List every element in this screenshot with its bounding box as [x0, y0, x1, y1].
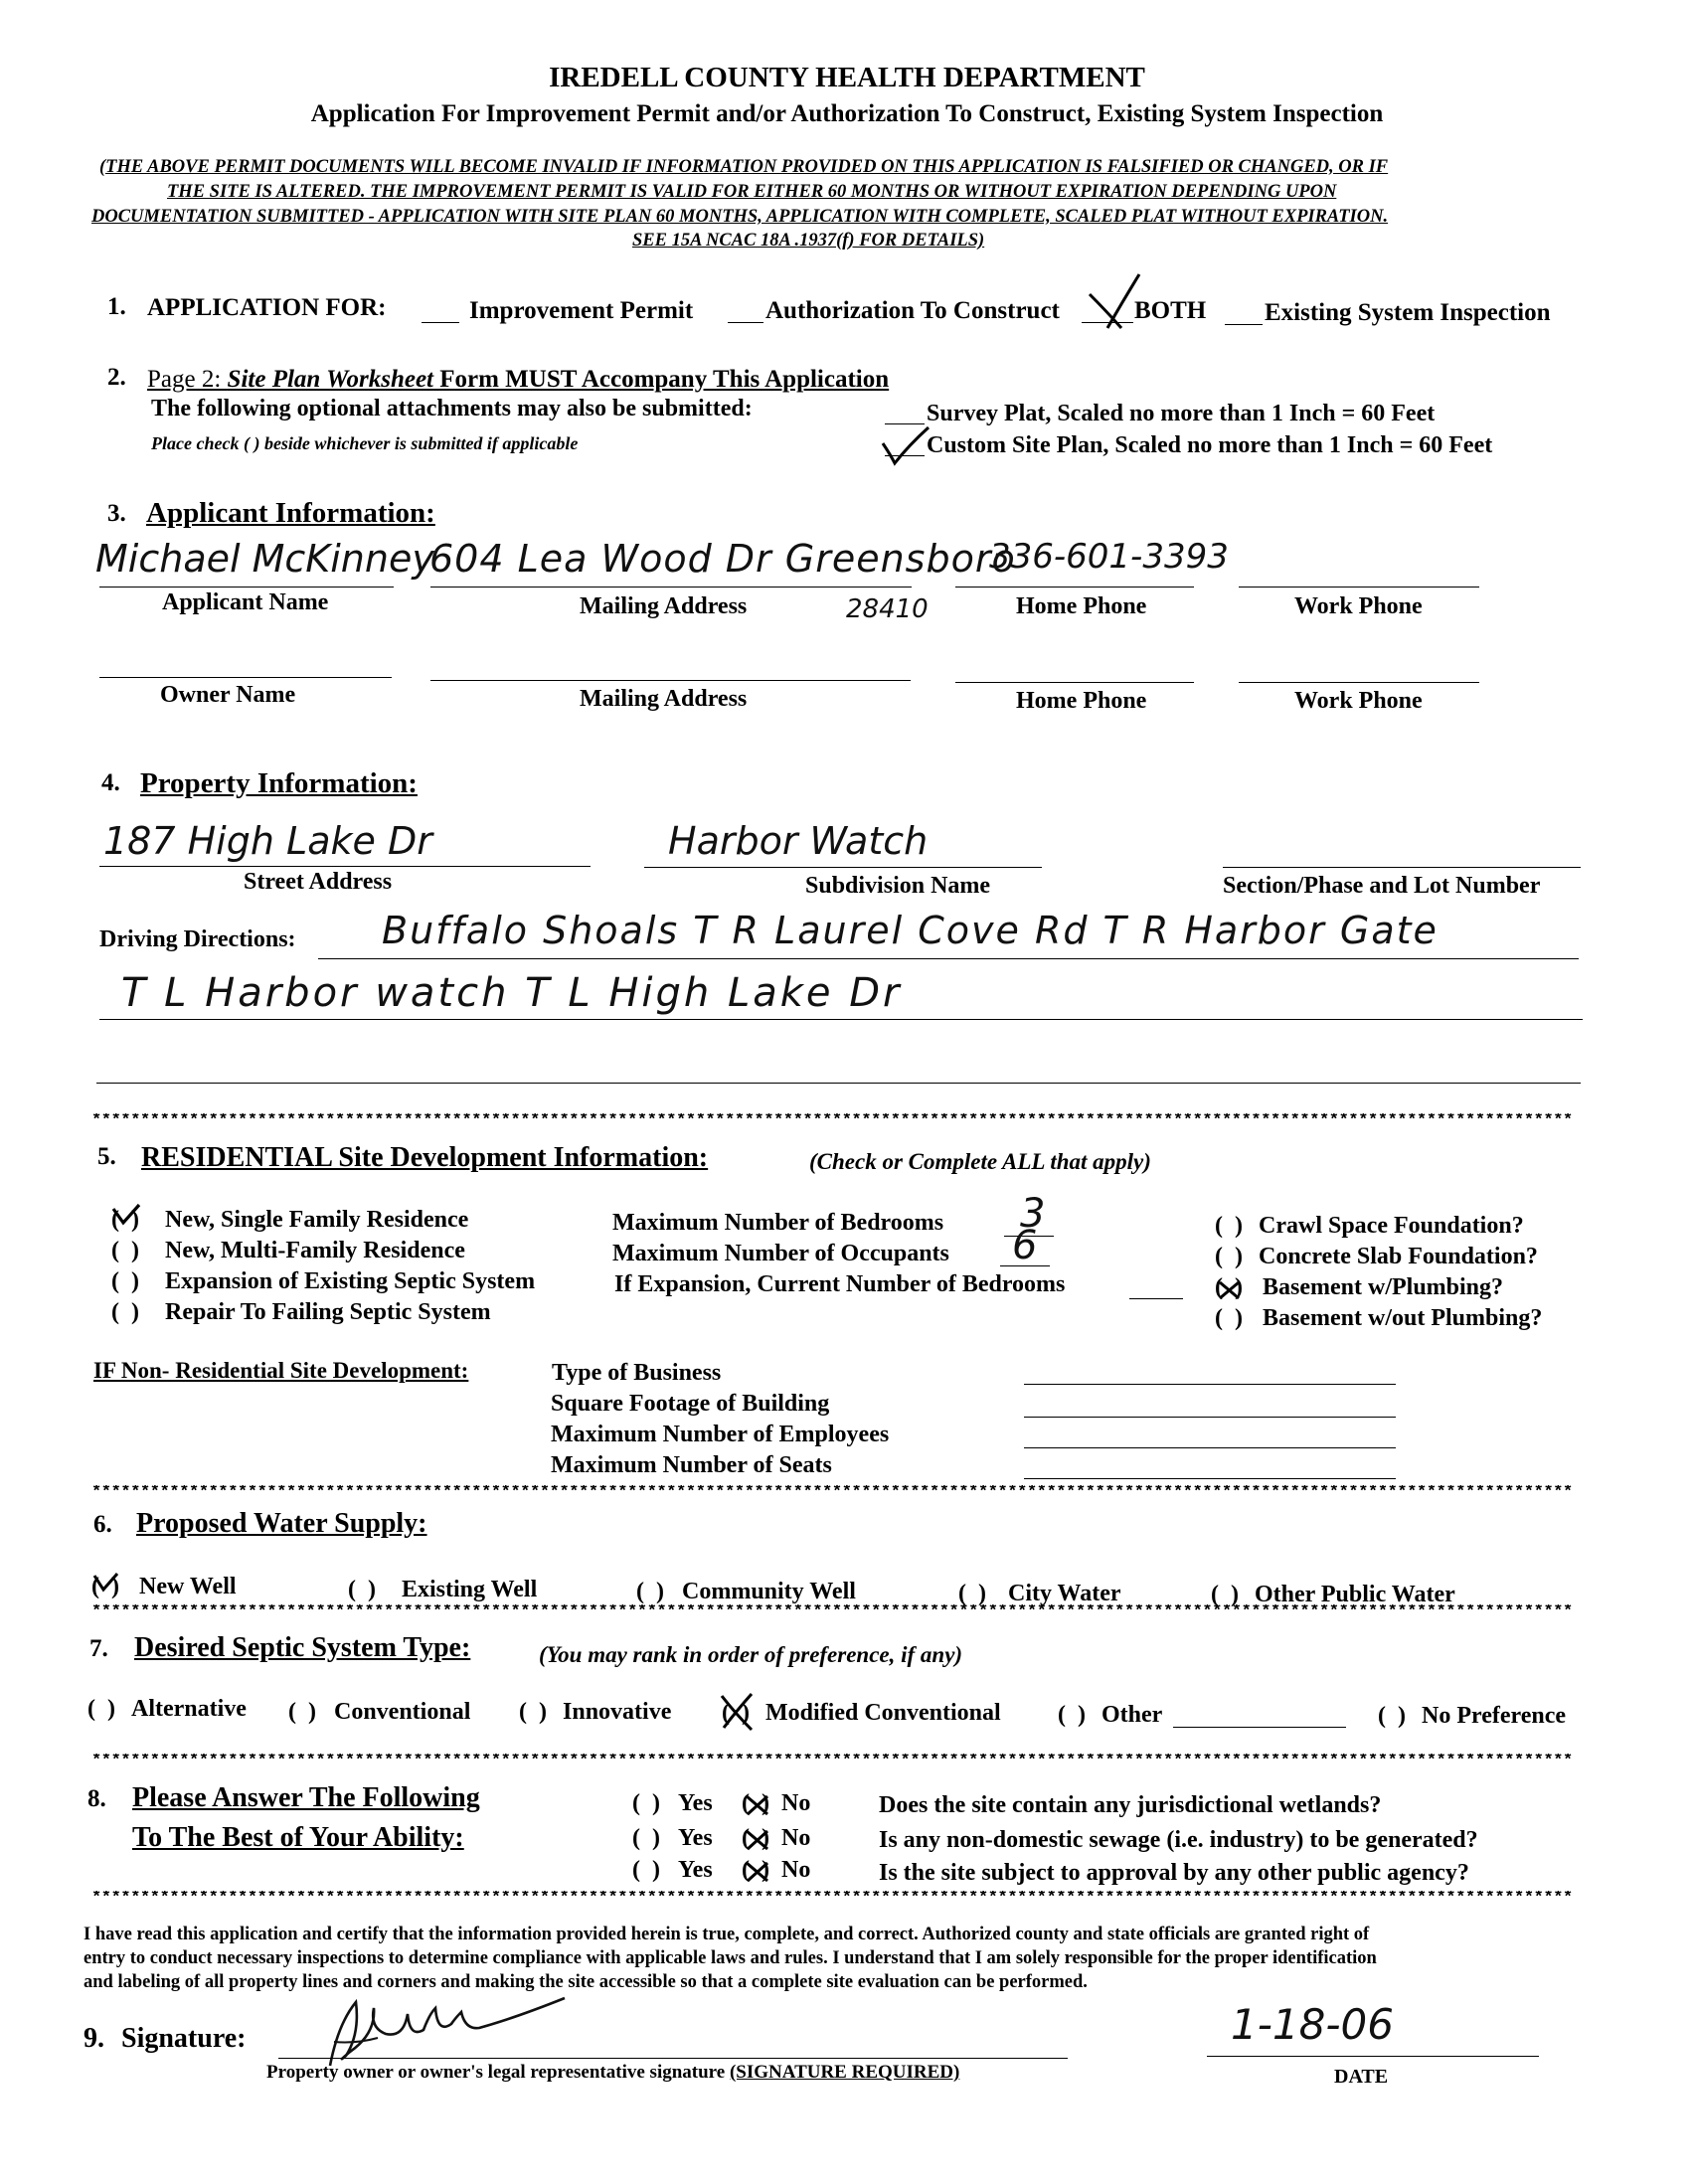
wetlands-yes-checkbox[interactable]: ( ) — [632, 1790, 660, 1816]
single-family-checkbox[interactable]: ( ) — [111, 1207, 139, 1233]
improvement-permit-checkbox[interactable] — [422, 322, 459, 323]
sewage-no-label: No — [781, 1825, 811, 1851]
home-phone-line — [955, 587, 1194, 588]
type-of-business-label: Type of Business — [552, 1360, 722, 1386]
sewage-yes-label: Yes — [678, 1825, 713, 1851]
max-bedrooms-value[interactable]: 3 — [1020, 1191, 1046, 1237]
section-divider: ******************************************************************************************************************************************************** — [91, 1485, 1573, 1501]
home-phone-label: Home Phone — [1016, 593, 1147, 619]
max-occupants-line — [1000, 1265, 1050, 1266]
wetlands-no-x-mark-icon — [744, 1793, 771, 1817]
signature-caption-text: Property owner or owner's legal representative signature — [266, 2062, 730, 2083]
subdivision-line — [644, 867, 1042, 868]
other-septic-checkbox[interactable]: ( ) — [1058, 1702, 1086, 1728]
repair-checkbox[interactable]: ( ) — [111, 1299, 139, 1325]
owner-home-phone-label: Home Phone — [1016, 688, 1147, 714]
septic-type-heading: Desired Septic System Type: — [134, 1632, 471, 1663]
subdivision-value[interactable]: Harbor Watch — [668, 819, 929, 863]
no-preference-checkbox[interactable]: ( ) — [1378, 1703, 1406, 1729]
other-septic-line[interactable] — [1173, 1727, 1346, 1728]
section-divider: ******************************************************************************************************************************************************** — [91, 1113, 1573, 1129]
septic-type-hint: (You may rank in order of preference, if any) — [539, 1642, 963, 1667]
street-address-line — [99, 866, 591, 867]
max-seats-line[interactable] — [1024, 1478, 1396, 1479]
applicant-information-heading: Applicant Information: — [146, 497, 435, 529]
current-bedrooms-label: If Expansion, Current Number of Bedrooms — [614, 1271, 1066, 1297]
site-plan-suffix: Form MUST Accompany This Application — [432, 366, 890, 393]
notice-line: (THE ABOVE PERMIT DOCUMENTS WILL BECOME INVALID IF INFORMATION PROVIDED ON THIS APPLICATION IS FALSIFIED OR CHANGED, OR IF — [99, 157, 1389, 177]
optional-attachments-text: The following optional attachments may also be submitted: — [151, 396, 753, 421]
improvement-permit-option: Improvement Permit — [469, 297, 694, 324]
notice-line: SEE 15A NCAC 18A .1937(f) FOR DETAILS) — [632, 231, 985, 251]
agency-yes-checkbox[interactable]: ( ) — [632, 1857, 660, 1883]
new-well-option: New Well — [139, 1574, 237, 1599]
signature-line — [278, 2058, 1068, 2059]
site-plan-prefix: Page 2: — [147, 366, 228, 393]
square-footage-label: Square Footage of Building — [551, 1391, 830, 1417]
max-employees-label: Maximum Number of Employees — [551, 1422, 890, 1447]
new-well-checkbox[interactable]: ( ) — [91, 1574, 119, 1599]
max-seats-label: Maximum Number of Seats — [551, 1452, 832, 1478]
basement-plumbing-x-mark-icon — [1217, 1279, 1243, 1301]
basement-plumbing-checkbox[interactable]: ( ) — [1215, 1274, 1243, 1300]
modified-conventional-x-mark-icon — [718, 1690, 758, 1732]
directions-line-2 — [99, 1019, 1583, 1020]
wetlands-question: Does the site contain any jurisdictional wetlands? — [879, 1792, 1382, 1818]
agency-no-checkbox[interactable]: ( ) — [742, 1857, 769, 1883]
innovative-checkbox[interactable]: ( ) — [519, 1699, 547, 1725]
signature-required-text: (SIGNATURE REQUIRED) — [729, 2062, 960, 2083]
multi-family-checkbox[interactable]: ( ) — [111, 1238, 139, 1263]
custom-site-plan-option: Custom Site Plan, Scaled no more than 1 Inch = 60 Feet — [927, 432, 1493, 458]
concrete-slab-option: Concrete Slab Foundation? — [1259, 1244, 1538, 1269]
section-divider: ******************************************************************************************************************************************************** — [91, 1891, 1573, 1907]
wetlands-no-checkbox[interactable]: ( ) — [742, 1790, 769, 1816]
single-family-option: New, Single Family Residence — [165, 1207, 469, 1233]
street-address-label: Street Address — [244, 869, 393, 895]
zip-code-value[interactable]: 28410 — [846, 594, 929, 624]
site-plan-requirement — [147, 366, 889, 394]
basement-plumbing-option: Basement w/Plumbing? — [1263, 1274, 1504, 1300]
current-bedrooms-line[interactable] — [1129, 1298, 1183, 1299]
city-water-checkbox[interactable]: ( ) — [958, 1581, 986, 1606]
section-lot-label: Section/Phase and Lot Number — [1223, 873, 1541, 899]
residential-heading: RESIDENTIAL Site Development Information: — [141, 1142, 709, 1173]
applicant-name-label: Applicant Name — [162, 589, 329, 615]
max-occupants-label: Maximum Number of Occupants — [612, 1241, 949, 1266]
application-for-label: APPLICATION FOR: — [147, 294, 387, 321]
community-well-checkbox[interactable]: ( ) — [636, 1579, 664, 1604]
driving-directions-label: Driving Directions: — [99, 926, 296, 952]
home-phone-value[interactable]: 336-601-3393 — [989, 537, 1229, 577]
certification-line: entry to conduct necessary inspections to determine compliance with applicable laws and rules. I understand that I am solely responsible for the proper identification — [84, 1948, 1377, 1968]
date-line — [1207, 2056, 1539, 2057]
wetlands-no-label: No — [781, 1790, 811, 1816]
max-employees-line[interactable] — [1024, 1447, 1396, 1448]
community-well-option: Community Well — [682, 1579, 856, 1604]
sewage-yes-checkbox[interactable]: ( ) — [632, 1825, 660, 1851]
signature-caption — [266, 2062, 959, 2084]
sewage-question: Is any non-domestic sewage (i.e. industry) to be generated? — [879, 1827, 1478, 1853]
section-1-number: 1. — [107, 293, 126, 320]
notice-line: DOCUMENTATION SUBMITTED - APPLICATION WITH SITE PLAN 60 MONTHS, APPLICATION WITH COMPLETE, SCALED PLAT WITHOUT EXPIRATION. — [91, 207, 1389, 227]
repair-option: Repair To Failing Septic System — [165, 1299, 491, 1325]
existing-well-option: Existing Well — [402, 1577, 538, 1602]
conventional-option: Conventional — [334, 1699, 471, 1725]
owner-work-phone-line[interactable] — [1239, 682, 1479, 683]
date-label: DATE — [1334, 2066, 1389, 2088]
innovative-option: Innovative — [563, 1699, 672, 1725]
sewage-no-checkbox[interactable]: ( ) — [742, 1825, 769, 1851]
work-phone-label: Work Phone — [1294, 593, 1423, 619]
alternative-checkbox[interactable]: ( ) — [87, 1696, 115, 1722]
property-information-heading: Property Information: — [140, 767, 418, 799]
multi-family-option: New, Multi-Family Residence — [165, 1238, 465, 1263]
other-public-water-option: Other Public Water — [1255, 1582, 1455, 1607]
max-bedrooms-label: Maximum Number of Bedrooms — [612, 1210, 944, 1236]
expansion-checkbox[interactable]: ( ) — [111, 1268, 139, 1294]
single-family-check-mark-icon — [109, 1203, 143, 1233]
owner-work-phone-label: Work Phone — [1294, 688, 1423, 714]
applicant-signature-icon[interactable] — [316, 1994, 575, 2072]
check-instruction: Place check ( ) beside whichever is submitted if applicable — [151, 433, 579, 453]
authorization-option: Authorization To Construct — [765, 297, 1060, 324]
section-5-number: 5. — [97, 1143, 116, 1170]
square-footage-line[interactable] — [1024, 1417, 1396, 1418]
answer-heading-line-2: To The Best of Your Ability: — [132, 1822, 464, 1853]
existing-system-checkbox[interactable] — [1225, 324, 1263, 325]
modified-conventional-option: Modified Conventional — [765, 1700, 1001, 1726]
custom-site-plan-check-mark-icon — [879, 425, 932, 467]
agency-no-label: No — [781, 1857, 811, 1883]
section-lot-line[interactable] — [1223, 867, 1581, 868]
directions-line-3[interactable] — [96, 1083, 1581, 1084]
certification-line: I have read this application and certify that the information provided herein is true, complete, and correct. Authorized county and state officials are granted right of — [84, 1925, 1370, 1944]
notice-line: THE SITE IS ALTERED. THE IMPROVEMENT PERMIT IS VALID FOR EITHER 60 MONTHS OR WITHOUT EXPIRATION DEPENDING UPON — [167, 182, 1337, 202]
agency-no-x-mark-icon — [744, 1860, 771, 1884]
owner-home-phone-line[interactable] — [955, 682, 1194, 683]
crawl-space-checkbox[interactable]: ( ) — [1215, 1213, 1243, 1239]
max-occupants-value[interactable]: 6 — [1012, 1223, 1038, 1268]
form-title: IREDELL COUNTY HEALTH DEPARTMENT — [549, 62, 1145, 93]
expansion-option: Expansion of Existing Septic System — [165, 1268, 536, 1294]
subdivision-label: Subdivision Name — [805, 873, 991, 899]
residential-hint: (Check or Complete ALL that apply) — [809, 1149, 1151, 1174]
section-4-number: 4. — [101, 769, 120, 796]
owner-mailing-address-label: Mailing Address — [580, 686, 748, 712]
directions-line-1 — [318, 958, 1579, 959]
owner-name-line[interactable] — [99, 677, 392, 678]
basement-no-plumbing-checkbox[interactable]: ( ) — [1215, 1305, 1243, 1331]
non-residential-label: IF Non- Residential Site Development: — [93, 1358, 469, 1383]
alternative-option: Alternative — [131, 1696, 247, 1722]
certification-line: and labeling of all property lines and corners and making the site accessible so that a complete site evaluation can be performed. — [84, 1972, 1088, 1992]
form-subtitle: Application For Improvement Permit and/or Authorization To Construct, Existing System Inspection — [310, 100, 1384, 127]
date-value[interactable]: 1-18-06 — [1231, 2000, 1394, 2049]
wetlands-yes-label: Yes — [678, 1790, 713, 1816]
section-3-number: 3. — [107, 500, 126, 527]
city-water-option: City Water — [1008, 1581, 1121, 1606]
agency-question: Is the site subject to approval by any other public agency? — [879, 1860, 1469, 1886]
water-supply-heading: Proposed Water Supply: — [136, 1508, 427, 1539]
answer-heading-line-1: Please Answer The Following — [132, 1782, 480, 1813]
sewage-no-x-mark-icon — [744, 1828, 771, 1852]
mailing-address-line — [430, 587, 912, 588]
mailing-address-label: Mailing Address — [580, 593, 748, 619]
new-well-check-mark-icon — [91, 1572, 121, 1597]
authorization-checkbox[interactable] — [728, 322, 763, 323]
section-divider: ******************************************************************************************************************************************************** — [91, 1754, 1573, 1769]
basement-no-plumbing-option: Basement w/out Plumbing? — [1263, 1305, 1543, 1331]
driving-directions-line-2[interactable]: T L Harbor watch T L High Lake Dr — [121, 970, 903, 1016]
agency-yes-label: Yes — [678, 1857, 713, 1883]
section-6-number: 6. — [93, 1511, 112, 1538]
street-address-value[interactable]: 187 High Lake Dr — [103, 819, 432, 863]
existing-system-option: Existing System Inspection — [1265, 299, 1551, 326]
survey-plat-checkbox[interactable] — [885, 423, 925, 424]
owner-name-label: Owner Name — [160, 682, 296, 708]
section-8-number: 8. — [87, 1785, 106, 1812]
work-phone-line[interactable] — [1239, 587, 1479, 588]
concrete-slab-checkbox[interactable]: ( ) — [1215, 1244, 1243, 1269]
signature-label: Signature: — [121, 2023, 247, 2054]
mailing-address-value[interactable]: 604 Lea Wood Dr Greensboro — [429, 537, 1016, 581]
applicant-name-value[interactable]: Michael McKinney — [95, 537, 434, 581]
no-preference-option: No Preference — [1422, 1703, 1567, 1729]
survey-plat-option: Survey Plat, Scaled no more than 1 Inch = 60 Feet — [927, 401, 1436, 426]
type-of-business-line[interactable] — [1024, 1384, 1396, 1385]
other-public-water-checkbox[interactable]: ( ) — [1211, 1582, 1239, 1607]
other-septic-option: Other — [1101, 1702, 1163, 1728]
conventional-checkbox[interactable]: ( ) — [288, 1699, 316, 1725]
applicant-name-line — [99, 587, 394, 588]
both-option: BOTH — [1134, 297, 1207, 324]
owner-mailing-address-line[interactable] — [430, 680, 911, 681]
site-plan-worksheet: Site Plan Worksheet — [227, 366, 433, 393]
section-2-number: 2. — [107, 364, 126, 391]
section-9-number: 9. — [84, 2023, 104, 2054]
section-divider: ******************************************************************************************************************************************************** — [91, 1604, 1573, 1620]
section-7-number: 7. — [89, 1635, 108, 1662]
crawl-space-option: Crawl Space Foundation? — [1259, 1213, 1524, 1239]
modified-conventional-checkbox[interactable]: ( ) — [722, 1700, 750, 1726]
existing-well-checkbox[interactable]: ( ) — [348, 1577, 376, 1602]
driving-directions-line-1[interactable]: Buffalo Shoals T R Laurel Cove Rd T R Harbor Gate — [382, 909, 1439, 952]
